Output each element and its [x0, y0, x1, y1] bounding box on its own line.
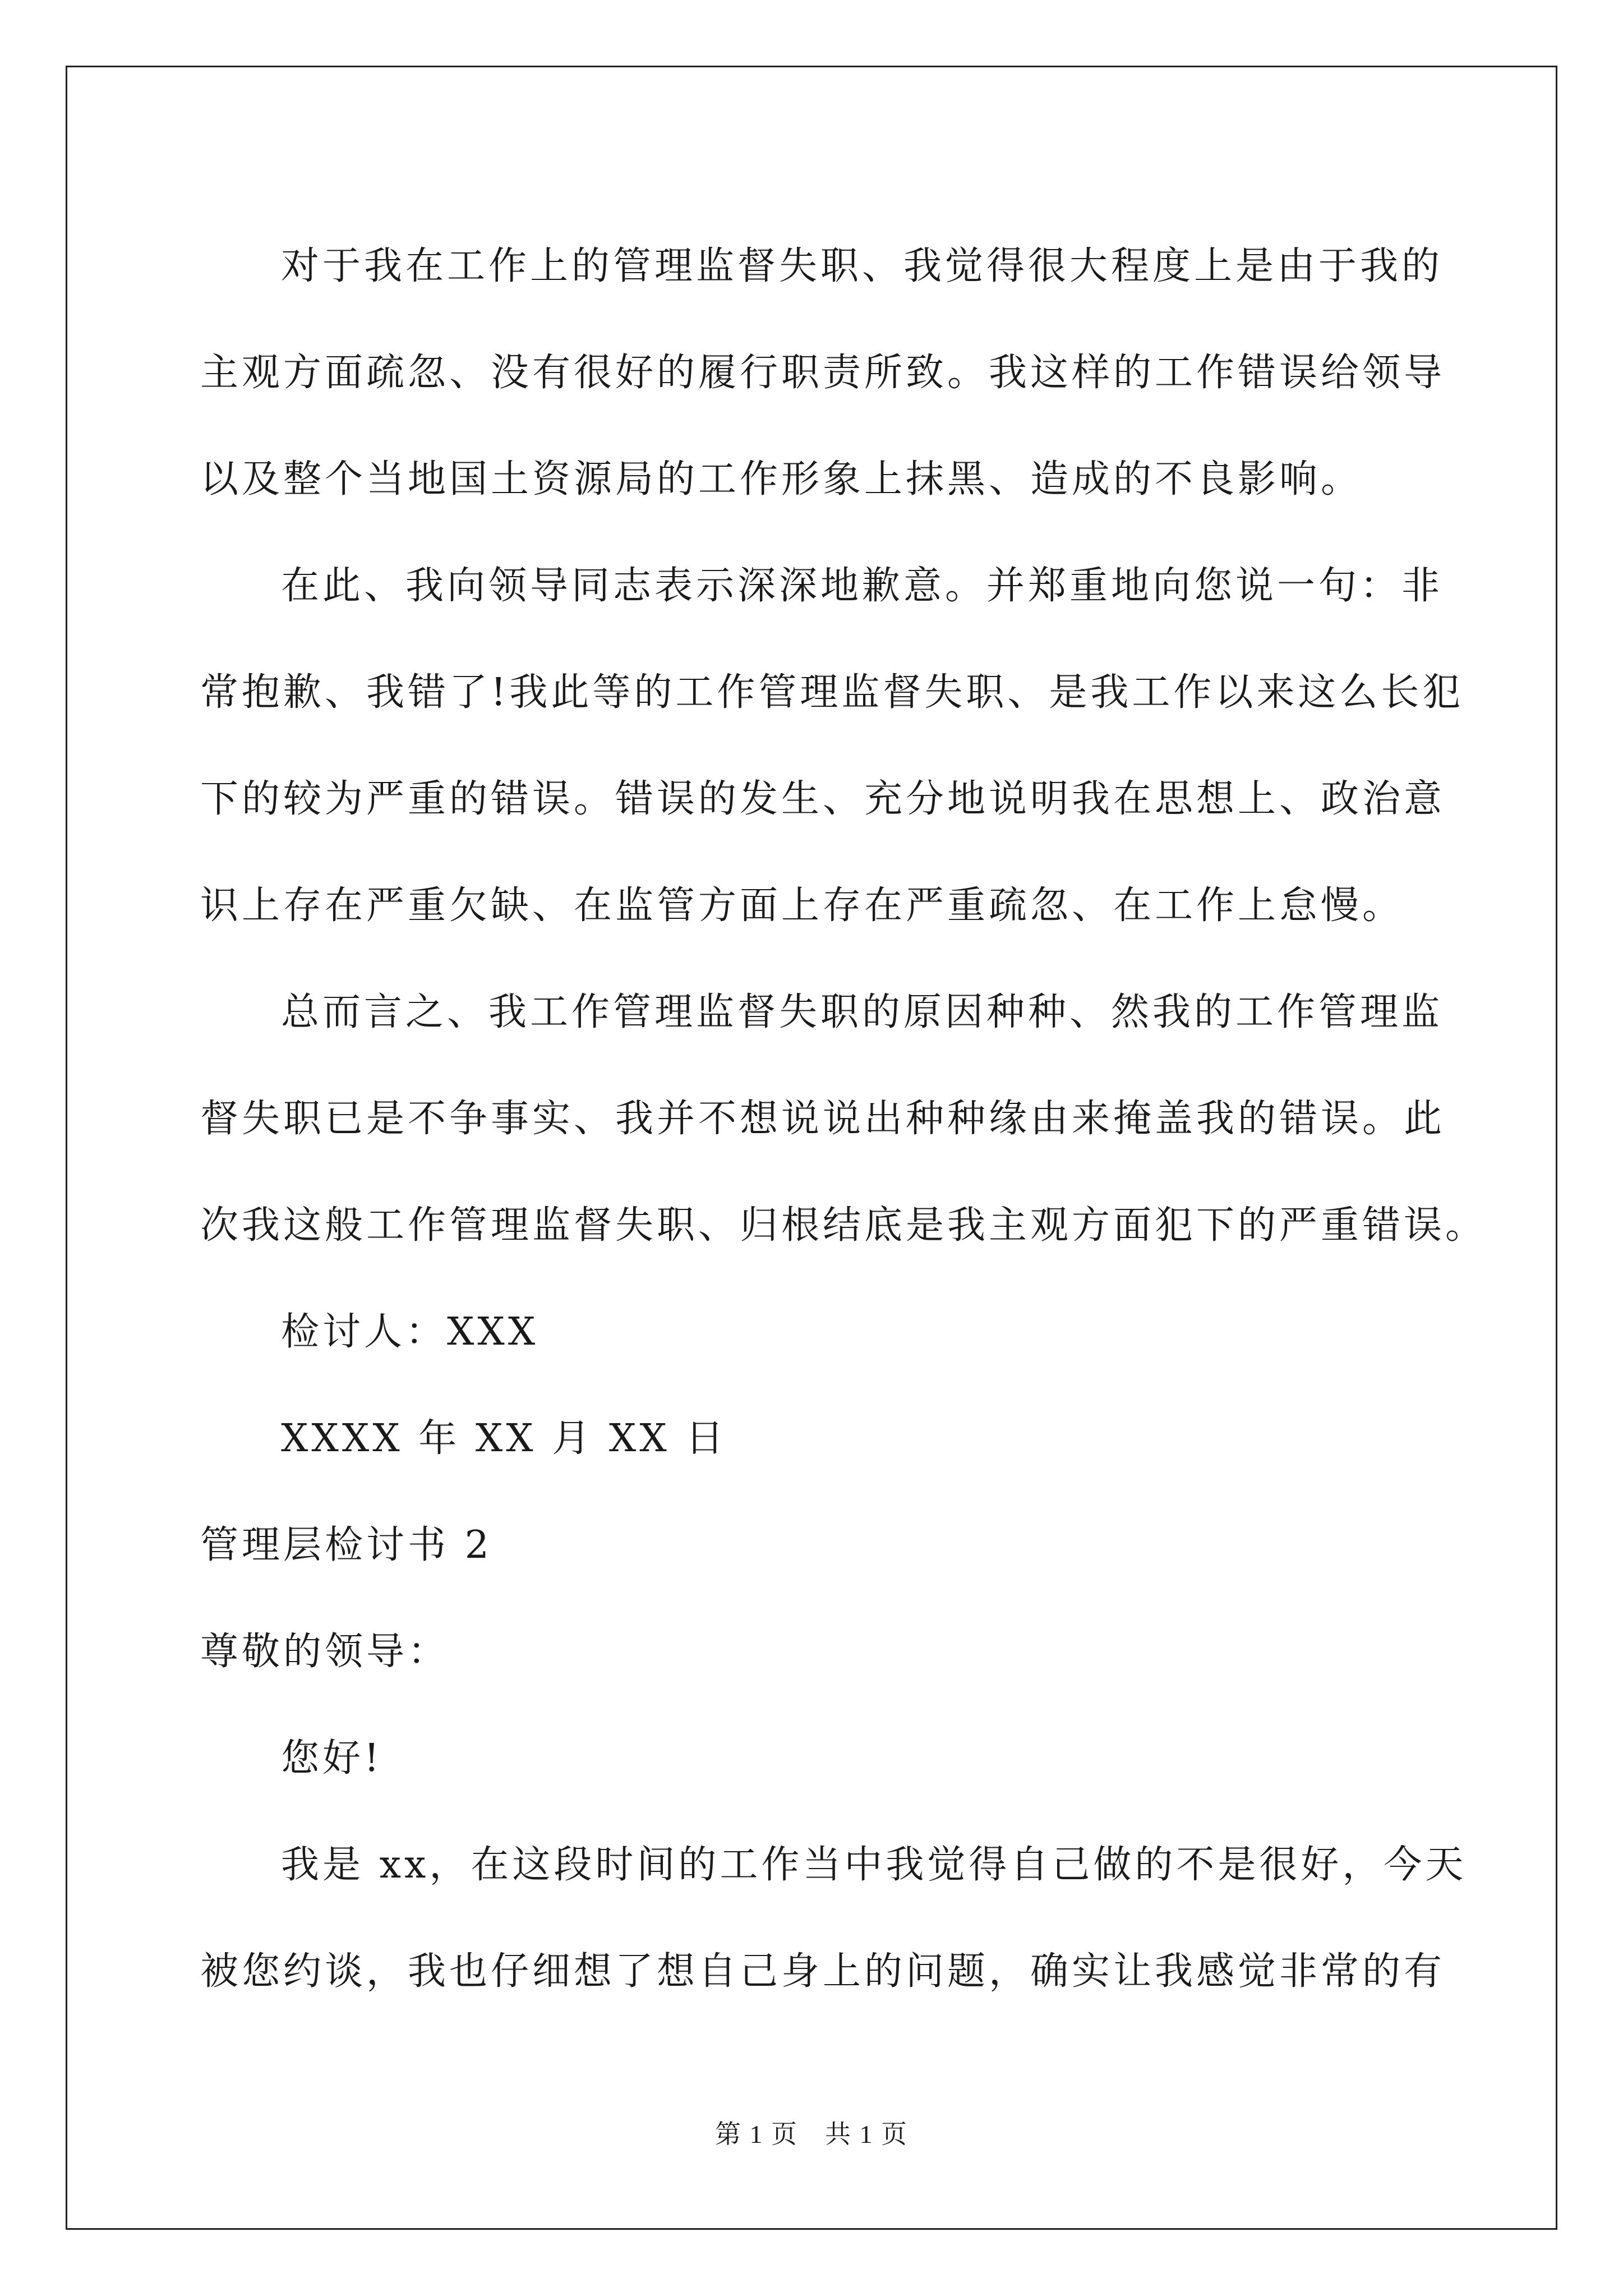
body-line: 主观方面疏忽、没有很好的履行职责所致。我这样的工作错误给领导 — [200, 351, 1446, 395]
salutation: 尊敬的领导： — [200, 1630, 450, 1674]
body-line: 对于我在工作上的管理监督失职、我觉得很大程度上是由于我的 — [281, 244, 1444, 288]
body-line: 我是 xx，在这段时间的工作当中我觉得自己做的不是很好，今天 — [281, 1843, 1467, 1887]
section-title: 管理层检讨书 2 — [200, 1523, 492, 1567]
body-line: 下的较为严重的错误。错误的发生、充分地说明我在思想上、政治意 — [200, 777, 1446, 821]
signature-line: 检讨人：XXX — [281, 1310, 539, 1354]
body-line: 常抱歉、我错了!我此等的工作管理监督失职、是我工作以来这么长犯 — [200, 670, 1464, 715]
date-line: XXXX 年 XX 月 XX 日 — [281, 1416, 727, 1461]
body-line: 总而言之、我工作管理监督失职的原因种种、然我的工作管理监 — [281, 990, 1444, 1034]
body-line: 督失职已是不争事实、我并不想说说出种种缘由来掩盖我的错误。此 — [200, 1097, 1446, 1141]
greeting: 您好! — [281, 1736, 383, 1780]
body-line: 在此、我向领导同志表示深深地歉意。并郑重地向您说一句：非 — [281, 564, 1444, 608]
body-line: 识上存在严重欠缺、在监管方面上存在严重疏忽、在工作上怠慢。 — [200, 884, 1404, 928]
page-footer: 第 1 页 共 1 页 — [715, 2120, 908, 2148]
document-body — [200, 213, 1487, 2025]
body-line: 被您约谈，我也仔细想了想自己身上的问题，确实让我感觉非常的有 — [200, 1949, 1446, 1994]
body-line: 以及整个当地国土资源局的工作形象上抹黑、造成的不良影响。 — [200, 457, 1363, 501]
body-line: 次我这般工作管理监督失职、归根结底是我主观方面犯下的严重错误。 — [200, 1203, 1487, 1248]
